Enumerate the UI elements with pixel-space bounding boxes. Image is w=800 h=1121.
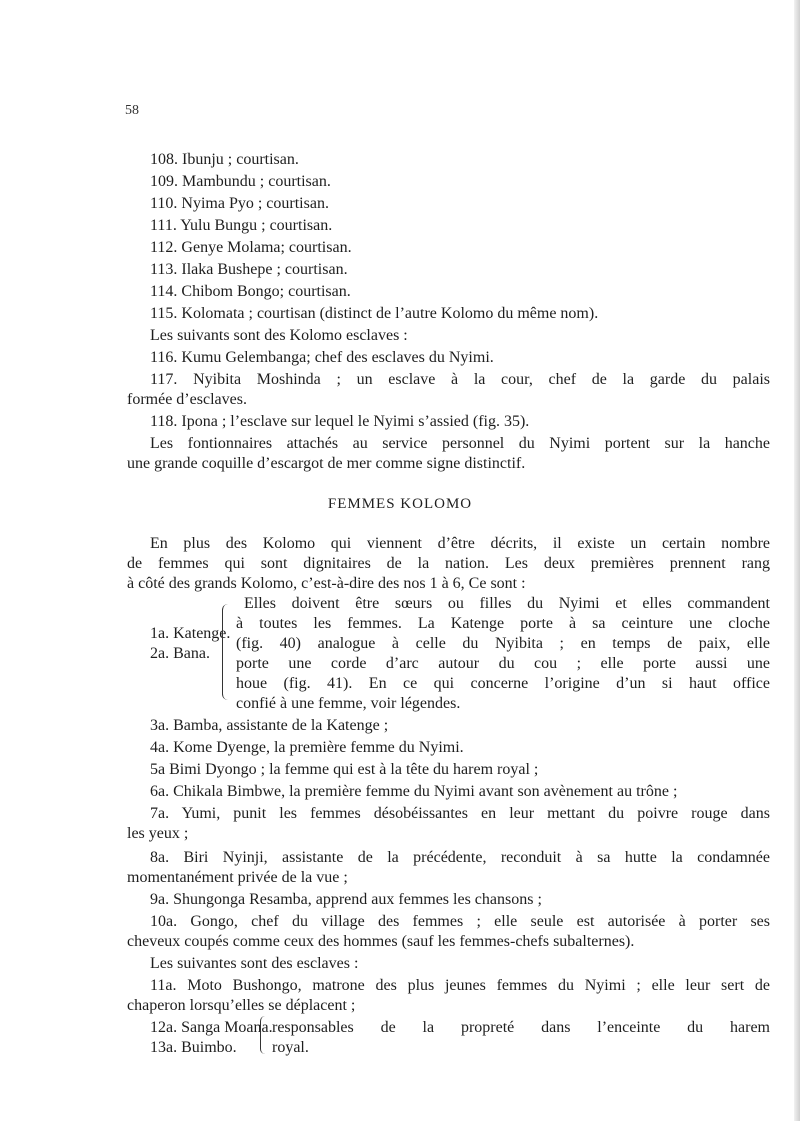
slaves-intro: Les suivants sont des Kolomo esclaves : (150, 327, 408, 344)
section-heading: FEMMES KOLOMO (327, 496, 473, 512)
paragraph-line: En plus des Kolomo qui viennent d’être décrits, il existe un certain nombre (150, 535, 770, 552)
brace-text-line: (fig. 40) analogue à celle du Nyibita ; en temps de paix, elle (236, 635, 770, 652)
list-item: 3a. Bamba, assistante de la Katenge ; (150, 717, 389, 734)
list-item-continued: cheveux coupés comme ceux des hommes (sauf les femmes-chefs subalternes). (127, 933, 635, 950)
list-item: 10a. Gongo, chef du village des femmes ; elle seule est autorisée à porter ses (150, 913, 770, 930)
brace-mark (222, 604, 229, 700)
list-item: 115. Kolomata ; courtisan (distinct de l’autre Kolomo du même nom). (150, 305, 599, 322)
paragraph-line: de femmes qui sont dignitaires de la nation. Les deux premières prennent rang (127, 555, 770, 572)
list-item-continued: chaperon lorsqu’elles se déplacent ; (127, 997, 356, 1014)
brace2-text-line: responsables de la propreté dans l’enceinte du harem (272, 1019, 770, 1036)
brace-text-line: confié à une femme, voir légendes. (236, 695, 461, 712)
page-edge-shadow (794, 0, 800, 1121)
page-number: 58 (125, 103, 139, 118)
brace-text-line: houe (fig. 41). En ce qui concerne l’origine d’un si haut office (236, 675, 770, 692)
list-item: 108. Ibunju ; courtisan. (150, 151, 299, 168)
brace-label: 2a. Bana. (150, 645, 210, 662)
paragraph-line: Les fontionnaires attachés au service personnel du Nyimi portent sur la hanche (150, 435, 770, 452)
list-item: 110. Nyima Pyo ; courtisan. (150, 195, 329, 212)
list-item: 116. Kumu Gelembanga; chef des esclaves du Nyimi. (150, 349, 494, 366)
list-item-continued: les yeux ; (127, 825, 189, 842)
paragraph-line: à côté des grands Kolomo, c’est-à-dire des nos 1 à 6, Ce sont : (127, 575, 526, 592)
brace2-text-line: royal. (272, 1039, 309, 1056)
brace-text-line: porte une corde d’arc autour du cou ; elle porte aussi une (236, 655, 770, 672)
list-item: 113. Ilaka Bushepe ; courtisan. (150, 261, 348, 278)
list-item: 9a. Shungonga Resamba, apprend aux femmes les chansons ; (150, 891, 542, 908)
list-item: 11a. Moto Bushongo, matrone des plus jeunes femmes du Nyimi ; elle leur sert de (150, 977, 770, 994)
brace-text-line: Elles doivent être sœurs ou filles du Nyimi et elles commandent (244, 595, 770, 612)
list-item-continued: formée d’esclaves. (127, 391, 247, 408)
brace-text-line: à toutes les femmes. La Katenge porte à sa ceinture une cloche (236, 615, 770, 632)
brace-label: 1a. Katenge. (150, 625, 231, 642)
list-item: 6a. Chikala Bimbwe, la première femme du Nyimi avant son avènement au trône ; (150, 783, 678, 800)
list-item: 12a. Sanga Moana. (150, 1019, 273, 1036)
list-item: 114. Chibom Bongo; courtisan. (150, 283, 351, 300)
list-item: 7a. Yumi, punit les femmes désobéissantes en leur mettant du poivre rouge dans (150, 805, 770, 822)
list-item: 118. Ipona ; l’esclave sur lequel le Nyimi s’assied (fig. 35). (150, 413, 530, 430)
list-item: 117. Nyibita Moshinda ; un esclave à la cour, chef de la garde du palais (150, 371, 770, 388)
list-item: 13a. Buimbo. (150, 1039, 237, 1056)
list-item: 8a. Biri Nyinji, assistante de la précédente, reconduit à sa hutte la condamnée (150, 849, 770, 866)
list-item-continued: momentanément privée de la vue ; (127, 869, 348, 886)
slaves-intro-2: Les suivantes sont des esclaves : (150, 955, 359, 972)
list-item: 5a Bimi Dyongo ; la femme qui est à la tête du harem royal ; (150, 761, 539, 778)
list-item: 4a. Kome Dyenge, la première femme du Nyimi. (150, 739, 464, 756)
list-item: 109. Mambundu ; courtisan. (150, 173, 331, 190)
brace-mark-2 (260, 1016, 265, 1054)
list-item: 112. Genye Molama; courtisan. (150, 239, 352, 256)
list-item: 111. Yulu Bungu ; courtisan. (150, 217, 333, 234)
paragraph-line: une grande coquille d’escargot de mer comme signe distinctif. (127, 455, 526, 472)
